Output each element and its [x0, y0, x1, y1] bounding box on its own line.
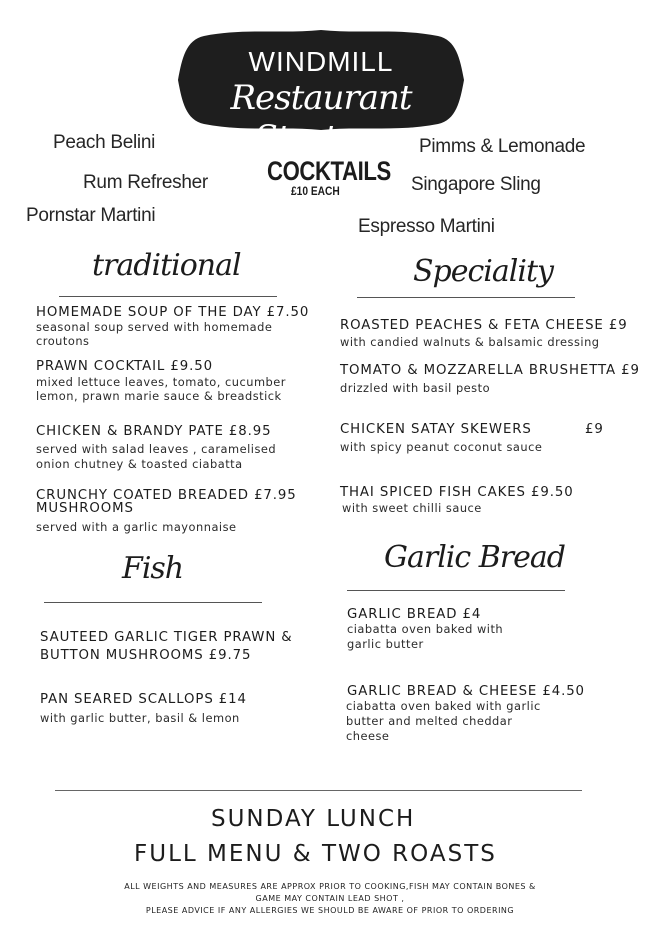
- sunday-lunch-heading: SUNDAY LUNCH: [211, 806, 416, 832]
- dish-description: served with a garlic mayonnaise: [36, 520, 237, 534]
- dish-title: TOMATO & MOZZARELLA BRUSHETTA £9: [340, 363, 640, 378]
- dish-title: HOMEMADE SOUP OF THE DAY £7.50: [36, 305, 310, 320]
- section-divider: [347, 590, 565, 591]
- dish-description: served with salad leaves , caramelised: [36, 442, 277, 456]
- section-heading-fish: Fish: [122, 551, 184, 586]
- footer-divider: [55, 790, 582, 791]
- dish-description: lemon, prawn marie sauce & breadstick: [36, 389, 282, 403]
- cocktail-item: Singapore Sling: [411, 174, 541, 195]
- section-divider: [44, 602, 262, 603]
- dish-title: CRUNCHY COATED BREADED £7.95: [36, 488, 297, 503]
- dish-description: ciabatta oven baked with: [347, 622, 504, 636]
- brand-name: WINDMILL: [248, 46, 394, 77]
- dish-title: GARLIC BREAD £4: [347, 607, 482, 622]
- disclaimer-line: PLEASE ADVICE IF ANY ALLERGIES WE SHOULD BE AWARE OF PRIOR TO ORDERING: [145, 906, 515, 915]
- sunday-lunch-subheading: FULL MENU & TWO ROASTS: [134, 841, 497, 867]
- dish-description: croutons: [36, 334, 90, 348]
- dish-description: with spicy peanut coconut sauce: [340, 440, 543, 454]
- dish-description: onion chutney & toasted ciabatta: [36, 457, 243, 471]
- section-heading-traditional: traditional: [92, 248, 241, 283]
- dish-title: THAI SPICED FISH CAKES £9.50: [340, 485, 574, 500]
- dish-title: PAN SEARED SCALLOPS £14: [40, 692, 247, 707]
- dish-description: ciabatta oven baked with garlic: [346, 699, 541, 713]
- dish-description: drizzled with basil pesto: [340, 381, 491, 395]
- dish-description: with sweet chilli sauce: [342, 501, 482, 515]
- dish-description: mixed lettuce leaves, tomato, cucumber: [36, 375, 286, 389]
- section-divider: [59, 296, 277, 297]
- dish-title: MUSHROOMS: [36, 501, 134, 516]
- menu-subtitle: Restaurant Starters: [230, 78, 412, 158]
- section-heading-speciality: Speciality: [413, 254, 553, 289]
- dish-description: with candied walnuts & balsamic dressing: [340, 335, 600, 349]
- dish-title: CHICKEN SATAY SKEWERS: [340, 422, 532, 437]
- dish-title: GARLIC BREAD & CHEESE £4.50: [347, 684, 585, 699]
- cocktail-item: Peach Belini: [53, 132, 156, 153]
- section-heading-garlic-bread: Garlic Bread: [384, 540, 565, 575]
- dish-description: butter and melted cheddar: [346, 714, 513, 728]
- section-divider: [357, 297, 575, 298]
- dish-title: ROASTED PEACHES & FETA CHEESE £9: [340, 318, 628, 333]
- disclaimer-line: GAME MAY CONTAIN LEAD SHOT ,: [255, 894, 405, 903]
- dish-title: BUTTON MUSHROOMS £9.75: [40, 648, 252, 663]
- disclaimer-line: ALL WEIGHTS AND MEASURES ARE APPROX PRIOR TO COOKING,FISH MAY CONTAIN BONES &: [124, 882, 536, 891]
- dish-title: SAUTEED GARLIC TIGER PRAWN &: [40, 630, 293, 645]
- cocktail-item: Rum Refresher: [83, 172, 208, 193]
- dish-description: with garlic butter, basil & lemon: [40, 711, 240, 725]
- dish-title: CHICKEN & BRANDY PATE £8.95: [36, 424, 272, 439]
- cocktails-heading: COCKTAILS: [267, 156, 391, 186]
- dish-description: seasonal soup served with homemade: [36, 320, 273, 334]
- cocktail-item: Espresso Martini: [358, 216, 495, 237]
- dish-price: £9: [585, 422, 604, 437]
- cocktail-item: Pornstar Martini: [26, 205, 156, 226]
- dish-description: cheese: [346, 729, 390, 743]
- cocktail-item: Pimms & Lemonade: [419, 136, 586, 157]
- cocktails-price: £10 EACH: [291, 184, 340, 198]
- dish-description: garlic butter: [347, 637, 424, 651]
- dish-title: PRAWN COCKTAIL £9.50: [36, 359, 213, 374]
